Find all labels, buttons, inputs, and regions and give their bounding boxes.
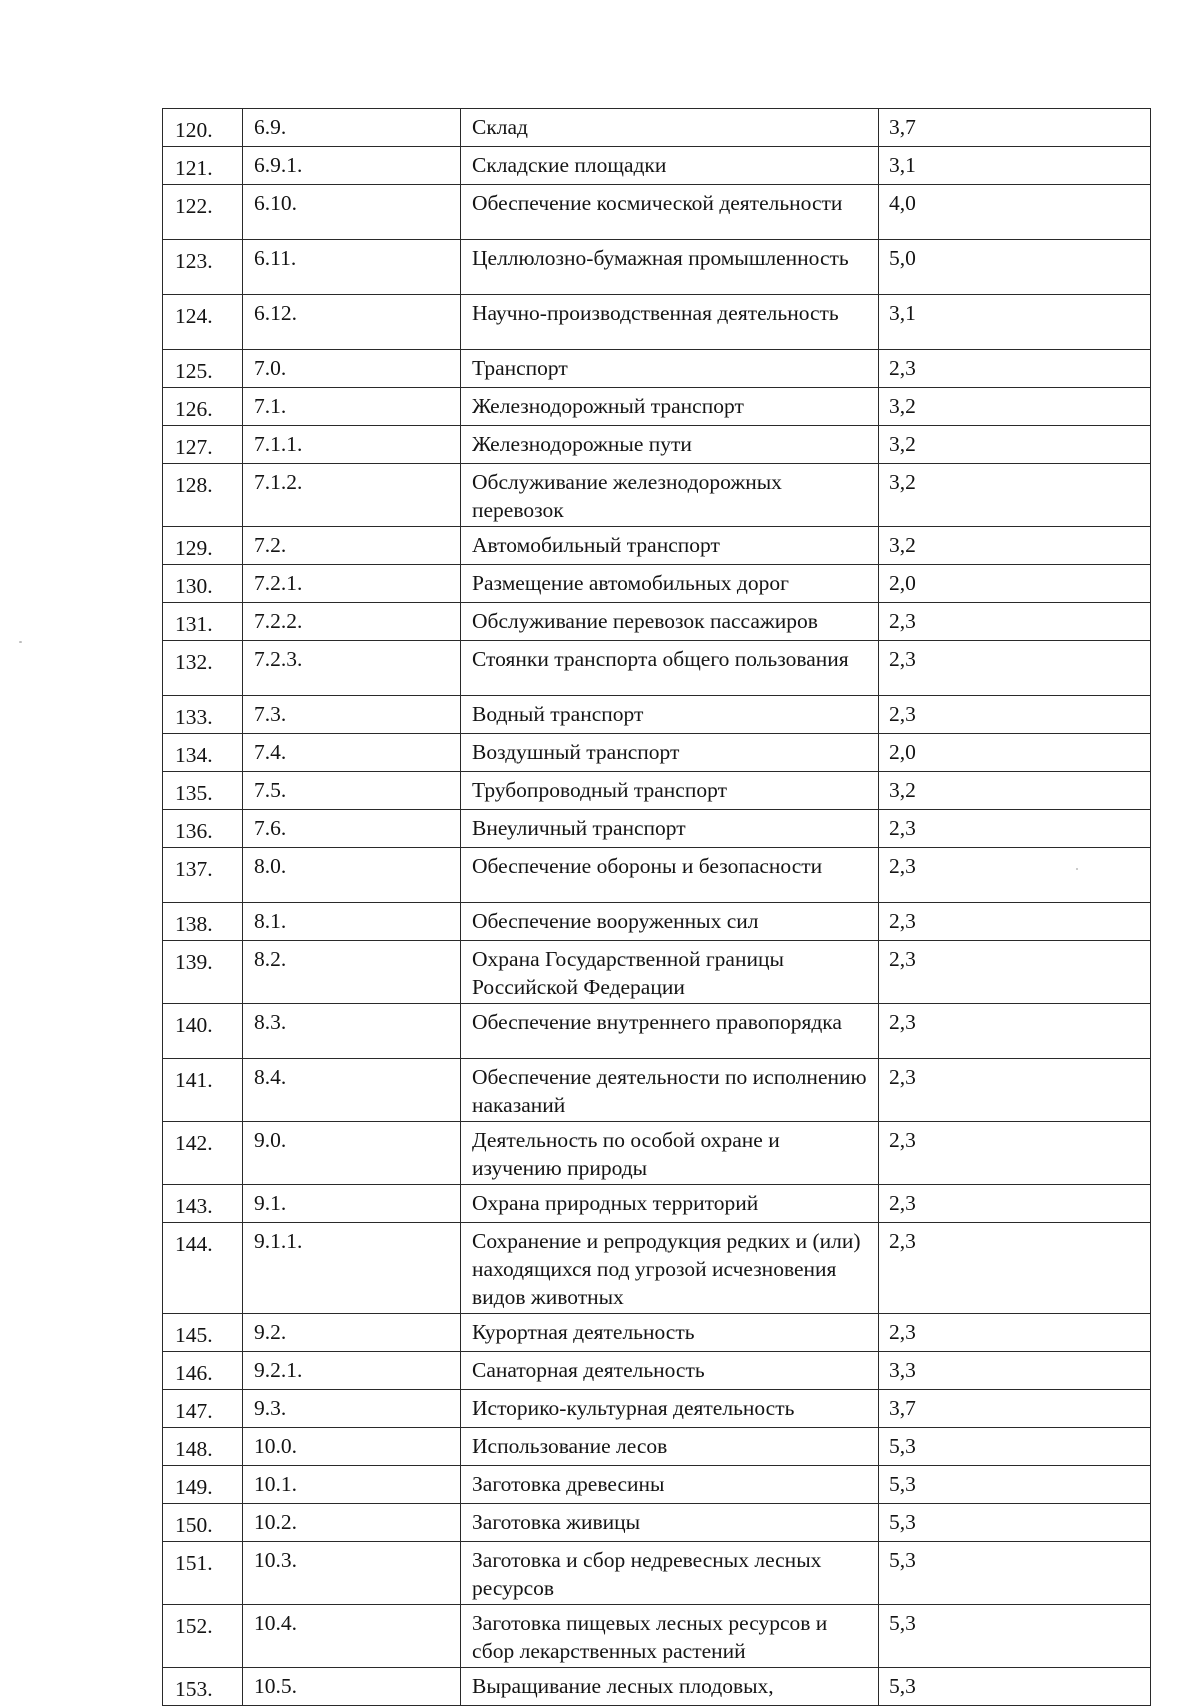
row-name: Обеспечение обороны и безопасности	[461, 848, 879, 903]
table-row	[163, 848, 1151, 903]
table-row	[163, 527, 1151, 565]
row-value: 3,7	[879, 109, 1151, 147]
row-code: 8.4.	[243, 1059, 461, 1122]
table-row	[163, 147, 1151, 185]
row-value: 2,3	[879, 641, 1151, 696]
row-code: 8.0.	[243, 848, 461, 903]
table-row	[163, 1185, 1151, 1223]
row-name: Курортная деятельность	[461, 1314, 879, 1352]
row-name: Трубопроводный транспорт	[461, 772, 879, 810]
row-name: Железнодорожные пути	[461, 426, 879, 464]
table-row	[163, 903, 1151, 941]
row-number: 136.	[163, 810, 243, 848]
table-row	[163, 810, 1151, 848]
row-value: 2,3	[879, 903, 1151, 941]
row-number: 145.	[163, 1314, 243, 1352]
table-row	[163, 388, 1151, 426]
row-name: Заготовка живицы	[461, 1504, 879, 1542]
row-name: Обеспечение космической деятельности	[461, 185, 879, 240]
table-row	[163, 1059, 1151, 1122]
row-name: Обеспечение вооруженных сил	[461, 903, 879, 941]
row-number: 143.	[163, 1185, 243, 1223]
row-number: 135.	[163, 772, 243, 810]
table-row	[163, 565, 1151, 603]
row-number: 125.	[163, 350, 243, 388]
row-value: 2,3	[879, 1122, 1151, 1185]
row-value: 3,1	[879, 147, 1151, 185]
table-row	[163, 1223, 1151, 1314]
table-row	[163, 1466, 1151, 1504]
row-name: Транспорт	[461, 350, 879, 388]
table-row	[163, 1314, 1151, 1352]
table-row	[163, 1428, 1151, 1466]
row-name: Автомобильный транспорт	[461, 527, 879, 565]
row-code: 7.2.	[243, 527, 461, 565]
row-value: 2,3	[879, 350, 1151, 388]
table-row	[163, 1668, 1151, 1706]
row-code: 10.0.	[243, 1428, 461, 1466]
row-name: Сохранение и репродукция редких и (или) находящихся под угрозой исчезновения видов животных	[461, 1223, 879, 1314]
row-code: 8.1.	[243, 903, 461, 941]
row-name: Размещение автомобильных дорог	[461, 565, 879, 603]
row-number: 120.	[163, 109, 243, 147]
row-value: 3,2	[879, 772, 1151, 810]
row-code: 7.5.	[243, 772, 461, 810]
row-name: Обслуживание железнодорожных перевозок	[461, 464, 879, 527]
row-code: 10.4.	[243, 1605, 461, 1668]
row-number: 126.	[163, 388, 243, 426]
row-value: 2,3	[879, 1223, 1151, 1314]
row-name: Воздушный транспорт	[461, 734, 879, 772]
row-value: 2,3	[879, 848, 1151, 903]
row-value: 2,0	[879, 734, 1151, 772]
row-number: 141.	[163, 1059, 243, 1122]
row-code: 7.4.	[243, 734, 461, 772]
row-code: 6.9.1.	[243, 147, 461, 185]
row-name: Выращивание лесных плодовых,	[461, 1668, 879, 1706]
row-value: 5,3	[879, 1428, 1151, 1466]
row-number: 121.	[163, 147, 243, 185]
row-name: Заготовка и сбор недревесных лесных ресурсов	[461, 1542, 879, 1605]
row-code: 9.3.	[243, 1390, 461, 1428]
table-row	[163, 641, 1151, 696]
table-row	[163, 1542, 1151, 1605]
table-row	[163, 772, 1151, 810]
table-row	[163, 464, 1151, 527]
row-number: 122.	[163, 185, 243, 240]
row-name: Заготовка пищевых лесных ресурсов и сбор лекарственных растений	[461, 1605, 879, 1668]
row-name: Обеспечение деятельности по исполнению наказаний	[461, 1059, 879, 1122]
table-row	[163, 1504, 1151, 1542]
row-name: Стоянки транспорта общего пользования	[461, 641, 879, 696]
table-row	[163, 1004, 1151, 1059]
row-code: 6.9.	[243, 109, 461, 147]
row-code: 7.1.2.	[243, 464, 461, 527]
row-code: 6.11.	[243, 240, 461, 295]
row-code: 8.2.	[243, 941, 461, 1004]
table-row	[163, 734, 1151, 772]
row-name: Водный транспорт	[461, 696, 879, 734]
row-code: 10.3.	[243, 1542, 461, 1605]
row-name: Деятельность по особой охране и изучению природы	[461, 1122, 879, 1185]
row-code: 9.0.	[243, 1122, 461, 1185]
table-body	[163, 109, 1151, 1706]
row-code: 8.3.	[243, 1004, 461, 1059]
row-number: 127.	[163, 426, 243, 464]
row-value: 5,3	[879, 1504, 1151, 1542]
row-value: 4,0	[879, 185, 1151, 240]
row-name: Заготовка древесины	[461, 1466, 879, 1504]
row-value: 2,3	[879, 1004, 1151, 1059]
row-code: 9.1.	[243, 1185, 461, 1223]
row-name: Внеуличный транспорт	[461, 810, 879, 848]
row-value: 2,3	[879, 1314, 1151, 1352]
row-name: Охрана природных территорий	[461, 1185, 879, 1223]
row-number: 130.	[163, 565, 243, 603]
row-value: 5,3	[879, 1605, 1151, 1668]
row-code: 7.2.2.	[243, 603, 461, 641]
row-name: Обеспечение внутреннего правопорядка	[461, 1004, 879, 1059]
row-name: Железнодорожный транспорт	[461, 388, 879, 426]
table-row	[163, 1605, 1151, 1668]
row-number: 128.	[163, 464, 243, 527]
row-name: Складские площадки	[461, 147, 879, 185]
table-row	[163, 603, 1151, 641]
scan-speck	[19, 641, 22, 643]
row-value: 3,7	[879, 1390, 1151, 1428]
row-number: 153.	[163, 1668, 243, 1706]
table-row	[163, 240, 1151, 295]
row-code: 7.2.3.	[243, 641, 461, 696]
row-number: 147.	[163, 1390, 243, 1428]
row-number: 129.	[163, 527, 243, 565]
row-code: 9.2.1.	[243, 1352, 461, 1390]
row-code: 7.3.	[243, 696, 461, 734]
row-number: 151.	[163, 1542, 243, 1605]
row-number: 123.	[163, 240, 243, 295]
row-value: 3,2	[879, 464, 1151, 527]
row-value: 2,0	[879, 565, 1151, 603]
row-number: 131.	[163, 603, 243, 641]
scan-speck	[1076, 868, 1078, 870]
row-code: 7.1.	[243, 388, 461, 426]
row-name: Использование лесов	[461, 1428, 879, 1466]
row-number: 133.	[163, 696, 243, 734]
row-number: 124.	[163, 295, 243, 350]
row-number: 140.	[163, 1004, 243, 1059]
row-number: 137.	[163, 848, 243, 903]
table-row	[163, 941, 1151, 1004]
row-value: 3,3	[879, 1352, 1151, 1390]
row-value: 3,1	[879, 295, 1151, 350]
row-number: 148.	[163, 1428, 243, 1466]
row-value: 5,3	[879, 1542, 1151, 1605]
table-row	[163, 426, 1151, 464]
row-code: 7.6.	[243, 810, 461, 848]
table-row	[163, 696, 1151, 734]
land-use-table	[162, 108, 1151, 1706]
row-code: 9.2.	[243, 1314, 461, 1352]
row-number: 139.	[163, 941, 243, 1004]
row-value: 3,2	[879, 426, 1151, 464]
table-row	[163, 1352, 1151, 1390]
row-name: Санаторная деятельность	[461, 1352, 879, 1390]
row-number: 132.	[163, 641, 243, 696]
row-code: 6.12.	[243, 295, 461, 350]
row-number: 146.	[163, 1352, 243, 1390]
row-value: 2,3	[879, 810, 1151, 848]
table-row	[163, 295, 1151, 350]
table-row	[163, 1122, 1151, 1185]
table-row	[163, 350, 1151, 388]
row-value: 5,3	[879, 1668, 1151, 1706]
row-number: 138.	[163, 903, 243, 941]
row-number: 134.	[163, 734, 243, 772]
row-code: 9.1.1.	[243, 1223, 461, 1314]
row-name: Историко-культурная деятельность	[461, 1390, 879, 1428]
row-name: Научно-производственная деятельность	[461, 295, 879, 350]
table-row	[163, 185, 1151, 240]
row-code: 10.2.	[243, 1504, 461, 1542]
row-number: 150.	[163, 1504, 243, 1542]
row-number: 144.	[163, 1223, 243, 1314]
row-number: 142.	[163, 1122, 243, 1185]
row-value: 2,3	[879, 941, 1151, 1004]
row-name: Охрана Государственной границы Российской Федерации	[461, 941, 879, 1004]
row-code: 10.5.	[243, 1668, 461, 1706]
row-number: 152.	[163, 1605, 243, 1668]
row-code: 7.1.1.	[243, 426, 461, 464]
row-name: Обслуживание перевозок пассажиров	[461, 603, 879, 641]
row-value: 2,3	[879, 696, 1151, 734]
row-number: 149.	[163, 1466, 243, 1504]
row-value: 2,3	[879, 1059, 1151, 1122]
row-value: 2,3	[879, 603, 1151, 641]
table-row	[163, 1390, 1151, 1428]
row-code: 6.10.	[243, 185, 461, 240]
row-value: 3,2	[879, 388, 1151, 426]
row-value: 5,0	[879, 240, 1151, 295]
table-row	[163, 109, 1151, 147]
row-code: 7.2.1.	[243, 565, 461, 603]
row-value: 3,2	[879, 527, 1151, 565]
row-value: 2,3	[879, 1185, 1151, 1223]
row-name: Склад	[461, 109, 879, 147]
row-name: Целлюлозно-бумажная промышленность	[461, 240, 879, 295]
row-code: 7.0.	[243, 350, 461, 388]
row-value: 5,3	[879, 1466, 1151, 1504]
row-code: 10.1.	[243, 1466, 461, 1504]
